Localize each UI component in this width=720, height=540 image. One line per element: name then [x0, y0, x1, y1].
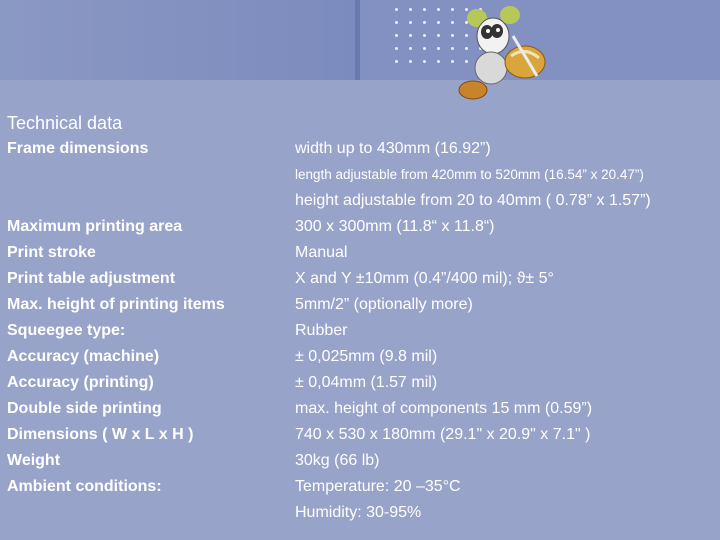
page-title: Technical data — [7, 113, 123, 133]
decoration-dot — [409, 8, 412, 11]
spec-value: length adjustable from 420mm to 520mm (16.54” x 20.47”) — [295, 167, 644, 182]
banner-left-panel — [0, 0, 355, 80]
spec-values-column — [295, 136, 715, 526]
decoration-dot — [451, 34, 454, 37]
spec-label: Double side printing — [7, 400, 162, 417]
spec-label: Max. height of printing items — [7, 296, 225, 313]
decoration-dot — [437, 21, 440, 24]
spec-label: Dimensions ( W x L x H ) — [7, 426, 194, 443]
spec-value: 30kg (66 lb) — [295, 452, 380, 469]
decoration-dot — [409, 34, 412, 37]
spec-label: Squeegee type: — [7, 322, 126, 339]
decoration-dot — [395, 60, 398, 63]
decoration-dot — [395, 8, 398, 11]
decoration-dot — [437, 60, 440, 63]
spec-label: Weight — [7, 452, 61, 469]
spec-value: ± 0,04mm (1.57 mil) — [295, 374, 438, 391]
decoration-dot — [451, 21, 454, 24]
decoration-dot — [451, 47, 454, 50]
spec-value: max. height of components 15 mm (0.59”) — [295, 400, 593, 417]
spec-value: width up to 430mm (16.92”) — [295, 140, 491, 157]
spec-label: Print stroke — [7, 244, 96, 261]
spec-label — [7, 162, 282, 188]
spec-value: 300 x 300mm (11.8“ x 11.8“) — [295, 218, 495, 235]
spec-labels-column — [7, 136, 282, 526]
decoration-dot — [437, 47, 440, 50]
spec-value: height adjustable from 20 to 40mm ( 0.78” x 1.57”) — [295, 192, 651, 209]
decoration-dot — [437, 34, 440, 37]
decoration-dot — [423, 47, 426, 50]
spec-value: Manual — [295, 244, 348, 261]
spec-value: Temperature: 20 –35°C — [295, 478, 461, 495]
decoration-dot — [423, 34, 426, 37]
decoration-dot — [437, 8, 440, 11]
decoration-dot — [423, 21, 426, 24]
decoration-dot — [395, 34, 398, 37]
spec-label — [7, 188, 282, 214]
decoration-dot — [409, 47, 412, 50]
spec-value: ± 0,025mm (9.8 mil) — [295, 348, 438, 365]
spec-value: X and Y ±10mm (0.4”/400 mil); ϑ± 5° — [295, 270, 554, 287]
spec-value: Rubber — [295, 322, 348, 339]
spec-label: Print table adjustment — [7, 270, 176, 287]
decoration-dot — [395, 21, 398, 24]
spec-label: Accuracy (machine) — [7, 348, 160, 365]
spec-label — [7, 500, 282, 526]
decoration-dot — [395, 47, 398, 50]
spec-value: Humidity: 30-95% — [295, 504, 422, 521]
mascot-mouse-icon — [455, 6, 555, 102]
spec-value: 740 x 530 x 180mm (29.1" x 20.9" x 7.1" ) — [295, 426, 591, 443]
spec-label: Ambient conditions: — [7, 478, 162, 495]
decoration-dot — [409, 60, 412, 63]
spec-label: Maximum printing area — [7, 218, 183, 235]
spec-value: 5mm/2” (optionally more) — [295, 296, 473, 313]
decoration-dot — [451, 60, 454, 63]
decoration-dot — [423, 60, 426, 63]
spec-label: Accuracy (printing) — [7, 374, 154, 391]
decoration-dot — [423, 8, 426, 11]
spec-label: Frame dimensions — [7, 140, 149, 157]
header-banner — [0, 0, 720, 80]
decoration-dot — [451, 8, 454, 11]
decoration-dot — [409, 21, 412, 24]
